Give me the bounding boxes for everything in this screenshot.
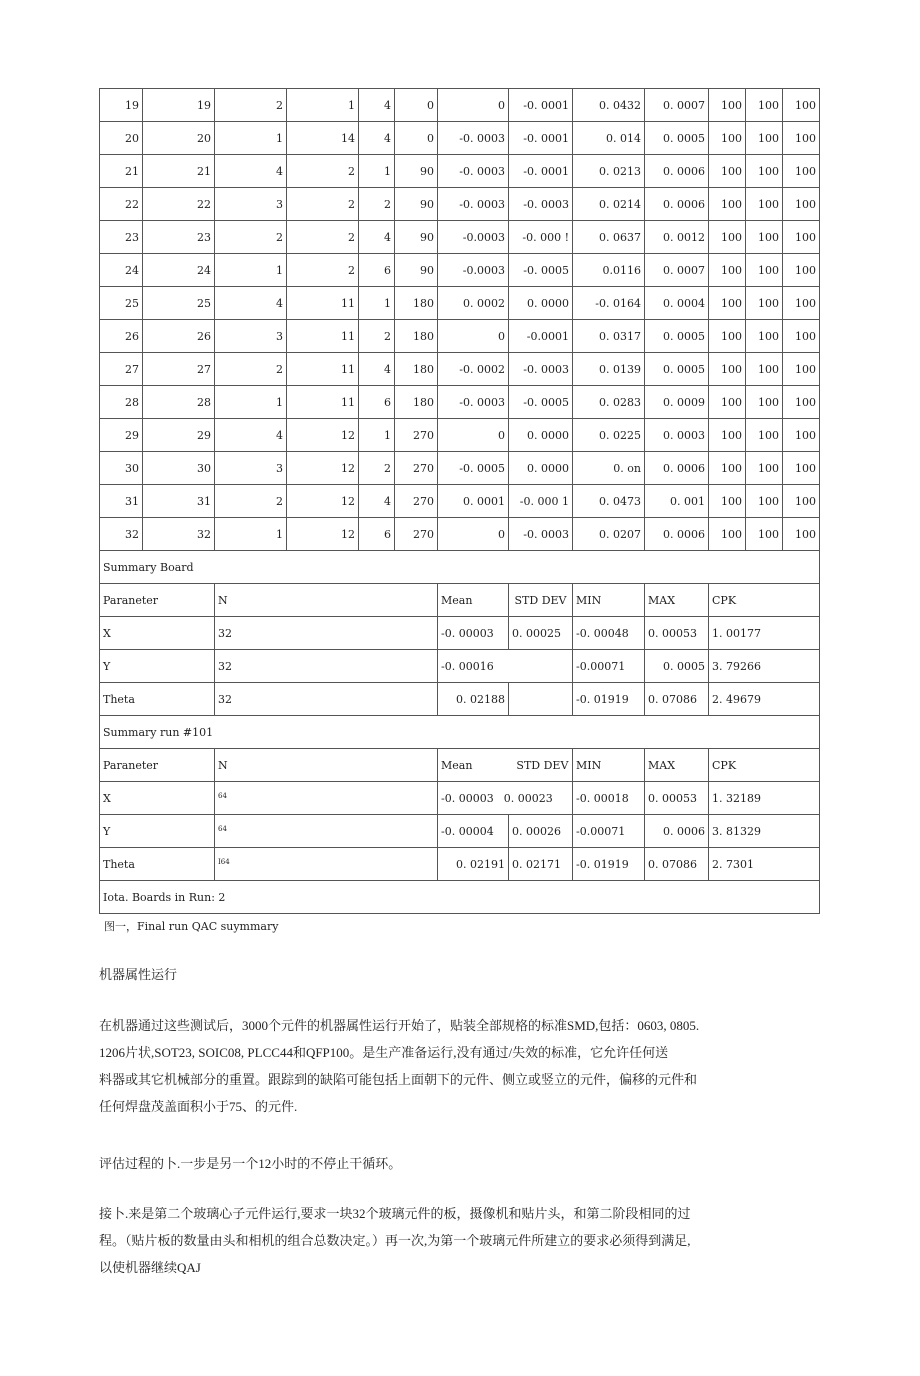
theta-cell: -0. 0164 <box>573 287 645 320</box>
head-cell: 1 <box>215 386 287 419</box>
mean-cell: -0. 00004 <box>438 815 509 848</box>
angle-cell: 90 <box>395 188 438 221</box>
x-offset-cell: 0 <box>438 419 509 452</box>
summary-run-title: Summary run #101 <box>100 716 820 749</box>
table-row <box>100 89 820 122</box>
cpk-cell: 3. 79266 <box>709 650 820 683</box>
theta-cell: 0. on <box>573 452 645 485</box>
summary-run-header-row <box>100 749 820 782</box>
head-cell: 4 <box>215 287 287 320</box>
header-mean: Mean <box>438 584 509 617</box>
std-cell: 0. 00026 <box>509 815 573 848</box>
position-cell: 25 <box>143 287 215 320</box>
min-cell: -0. 00048 <box>573 617 645 650</box>
std-cell <box>509 683 573 716</box>
nozzle-cell: 4 <box>359 122 395 155</box>
table-row <box>100 254 820 287</box>
min-cell: -0.00071 <box>573 650 645 683</box>
angle-cell: 0 <box>395 89 438 122</box>
max-cell: 0. 07086 <box>645 683 709 716</box>
x-offset-cell: -0. 0003 <box>438 188 509 221</box>
position-cell: 30 <box>143 452 215 485</box>
position-cell: 23 <box>143 221 215 254</box>
figure-caption: 图一，Final run QAC suymmary <box>104 920 279 933</box>
paragraph-1 <box>99 1012 819 1120</box>
result-a-cell: 100 <box>709 320 746 353</box>
paragraph-line: 在机器通过这些测试后，3000个元件的机器属性运行开始了，贴装全部规格的标准SMD,包括：0603, 0805. <box>99 1018 700 1033</box>
y-offset-cell: -0. 0003 <box>509 353 573 386</box>
min-cell: -0. 00018 <box>573 782 645 815</box>
summary-board-header-row <box>100 584 820 617</box>
head-cell: 2 <box>215 353 287 386</box>
row-no-cell: 25 <box>100 287 143 320</box>
n-cell <box>215 782 438 815</box>
position-cell: 24 <box>143 254 215 287</box>
n-value: I64 <box>218 857 230 866</box>
result-c-cell: 100 <box>783 221 820 254</box>
x-offset-cell: -0. 0005 <box>438 452 509 485</box>
error-cell: 0. 0006 <box>645 188 709 221</box>
summary-run-row-y <box>100 815 820 848</box>
nozzle-cell: 2 <box>359 452 395 485</box>
row-no-cell: 26 <box>100 320 143 353</box>
boards-in-run-row <box>100 881 820 914</box>
summary-board-section <box>100 551 820 716</box>
head-cell: 2 <box>215 221 287 254</box>
result-b-cell: 100 <box>746 221 783 254</box>
error-cell: 0. 0012 <box>645 221 709 254</box>
param-cell: Y <box>100 650 215 683</box>
y-offset-cell: -0.0001 <box>509 320 573 353</box>
position-cell: 19 <box>143 89 215 122</box>
x-offset-cell: 0. 0001 <box>438 485 509 518</box>
param-cell: X <box>100 617 215 650</box>
theta-cell: 0. 014 <box>573 122 645 155</box>
head-cell: 1 <box>215 518 287 551</box>
param-cell: X <box>100 782 215 815</box>
y-offset-cell: -0. 0001 <box>509 155 573 188</box>
nozzle-cell: 4 <box>359 89 395 122</box>
result-b-cell: 100 <box>746 353 783 386</box>
row-no-cell: 28 <box>100 386 143 419</box>
theta-cell: 0. 0214 <box>573 188 645 221</box>
result-c-cell: 100 <box>783 353 820 386</box>
head-cell: 3 <box>215 320 287 353</box>
error-cell: 0. 0006 <box>645 155 709 188</box>
paragraph-line: 任何焊盘茂盖面积小于75、的元件. <box>99 1099 298 1114</box>
position-cell: 22 <box>143 188 215 221</box>
angle-cell: 180 <box>395 320 438 353</box>
head-cell: 4 <box>215 155 287 188</box>
summary-run-row-x <box>100 782 820 815</box>
mean-value: -0. 00003 <box>441 791 494 805</box>
header-min: MIN <box>573 584 645 617</box>
angle-cell: 270 <box>395 518 438 551</box>
result-c-cell: 100 <box>783 518 820 551</box>
y-offset-cell: -0. 000 ! <box>509 221 573 254</box>
camera-cell: 2 <box>287 221 359 254</box>
table-row <box>100 485 820 518</box>
camera-cell: 12 <box>287 452 359 485</box>
error-cell: 0. 0007 <box>645 254 709 287</box>
param-cell: Y <box>100 815 215 848</box>
summary-board-row-y <box>100 650 820 683</box>
position-cell: 28 <box>143 386 215 419</box>
header-std-dev: STD DEV <box>509 584 573 617</box>
mean-cell: -0. 00016 <box>438 650 573 683</box>
camera-cell: 12 <box>287 485 359 518</box>
row-no-cell: 32 <box>100 518 143 551</box>
x-offset-cell: -0.0003 <box>438 221 509 254</box>
y-offset-cell: 0. 0000 <box>509 287 573 320</box>
camera-cell: 2 <box>287 188 359 221</box>
y-offset-cell: -0. 000 1 <box>509 485 573 518</box>
min-cell: -0.00071 <box>573 815 645 848</box>
y-offset-cell: -0. 0003 <box>509 518 573 551</box>
result-a-cell: 100 <box>709 155 746 188</box>
result-b-cell: 100 <box>746 320 783 353</box>
theta-cell: 0. 0283 <box>573 386 645 419</box>
table-row <box>100 320 820 353</box>
result-a-cell: 100 <box>709 254 746 287</box>
head-cell: 3 <box>215 188 287 221</box>
error-cell: 0. 0005 <box>645 320 709 353</box>
table-row <box>100 122 820 155</box>
table-row <box>100 386 820 419</box>
theta-cell: 0.0116 <box>573 254 645 287</box>
header-min: MIN <box>573 749 645 782</box>
result-b-cell: 100 <box>746 287 783 320</box>
std-value: 0. 00023 <box>503 791 553 805</box>
y-offset-cell: -0. 0001 <box>509 122 573 155</box>
result-c-cell: 100 <box>783 89 820 122</box>
nozzle-cell: 1 <box>359 419 395 452</box>
head-cell: 1 <box>215 254 287 287</box>
x-offset-cell: -0. 0002 <box>438 353 509 386</box>
result-a-cell: 100 <box>709 386 746 419</box>
table-row <box>100 155 820 188</box>
row-no-cell: 29 <box>100 419 143 452</box>
nozzle-cell: 1 <box>359 155 395 188</box>
x-offset-cell: -0. 0003 <box>438 155 509 188</box>
param-cell: Theta <box>100 683 215 716</box>
result-a-cell: 100 <box>709 122 746 155</box>
std-cell: 0. 02171 <box>509 848 573 881</box>
position-cell: 29 <box>143 419 215 452</box>
head-cell: 2 <box>215 485 287 518</box>
angle-cell: 90 <box>395 221 438 254</box>
theta-cell: 0. 0225 <box>573 419 645 452</box>
result-c-cell: 100 <box>783 386 820 419</box>
row-no-cell: 21 <box>100 155 143 188</box>
theta-cell: 0. 0432 <box>573 89 645 122</box>
summary-board-title: Summary Board <box>100 551 820 584</box>
result-b-cell: 100 <box>746 254 783 287</box>
table-row <box>100 188 820 221</box>
x-offset-cell: -0. 0003 <box>438 122 509 155</box>
result-a-cell: 100 <box>709 188 746 221</box>
row-no-cell: 31 <box>100 485 143 518</box>
camera-cell: 11 <box>287 353 359 386</box>
x-offset-cell: 0 <box>438 89 509 122</box>
std-cell: 0. 00025 <box>509 617 573 650</box>
camera-cell: 14 <box>287 122 359 155</box>
angle-cell: 180 <box>395 287 438 320</box>
x-offset-cell: 0 <box>438 320 509 353</box>
angle-cell: 0 <box>395 122 438 155</box>
result-c-cell: 100 <box>783 452 820 485</box>
result-c-cell: 100 <box>783 155 820 188</box>
header-parameter: Paraneter <box>100 749 215 782</box>
mean-cell: -0. 00003 <box>438 617 509 650</box>
mean-std-cell <box>438 782 573 815</box>
camera-cell: 11 <box>287 386 359 419</box>
angle-cell: 180 <box>395 353 438 386</box>
mean-cell: 0. 02191 <box>438 848 509 881</box>
nozzle-cell: 6 <box>359 386 395 419</box>
header-cpk: CPK <box>709 584 820 617</box>
cpk-cell: 2. 49679 <box>709 683 820 716</box>
position-cell: 32 <box>143 518 215 551</box>
header-n: N <box>215 584 438 617</box>
result-a-cell: 100 <box>709 287 746 320</box>
table-row <box>100 353 820 386</box>
result-c-cell: 100 <box>783 122 820 155</box>
nozzle-cell: 6 <box>359 254 395 287</box>
head-cell: 3 <box>215 452 287 485</box>
head-cell: 2 <box>215 89 287 122</box>
camera-cell: 2 <box>287 155 359 188</box>
cpk-cell: 2. 7301 <box>709 848 820 881</box>
boards-in-run: Iota. Boards in Run: 2 <box>100 881 820 914</box>
max-cell: 0. 00053 <box>645 782 709 815</box>
result-c-cell: 100 <box>783 419 820 452</box>
result-b-cell: 100 <box>746 122 783 155</box>
result-b-cell: 100 <box>746 419 783 452</box>
paragraph-2: 评估过程的卜.一步是另一个12小时的不停止干循环。 <box>99 1156 402 1171</box>
row-no-cell: 20 <box>100 122 143 155</box>
result-b-cell: 100 <box>746 188 783 221</box>
paragraph-line: 1206片状,SOT23, SOIC08, PLCC44和QFP100。是生产准备运行,没有通过/失效的标准，它允许任何送 <box>99 1045 669 1060</box>
table-row <box>100 419 820 452</box>
table-row <box>100 221 820 254</box>
cpk-cell: 3. 81329 <box>709 815 820 848</box>
n-cell: 32 <box>215 650 438 683</box>
result-c-cell: 100 <box>783 188 820 221</box>
error-cell: 0. 001 <box>645 485 709 518</box>
result-a-cell: 100 <box>709 452 746 485</box>
angle-cell: 270 <box>395 452 438 485</box>
angle-cell: 270 <box>395 419 438 452</box>
nozzle-cell: 4 <box>359 353 395 386</box>
n-value: 64 <box>218 824 227 833</box>
min-cell: -0. 01919 <box>573 683 645 716</box>
max-cell: 0. 00053 <box>645 617 709 650</box>
y-offset-cell: 0. 0000 <box>509 452 573 485</box>
camera-cell: 12 <box>287 419 359 452</box>
max-cell: 0. 0006 <box>645 815 709 848</box>
error-cell: 0. 0004 <box>645 287 709 320</box>
theta-cell: 0. 0317 <box>573 320 645 353</box>
x-offset-cell: 0 <box>438 518 509 551</box>
table-row <box>100 518 820 551</box>
row-no-cell: 19 <box>100 89 143 122</box>
result-b-cell: 100 <box>746 386 783 419</box>
result-b-cell: 100 <box>746 452 783 485</box>
result-b-cell: 100 <box>746 155 783 188</box>
error-cell: 0. 0009 <box>645 386 709 419</box>
y-offset-cell: -0. 0003 <box>509 188 573 221</box>
row-no-cell: 23 <box>100 221 143 254</box>
run-rows <box>100 89 820 551</box>
result-a-cell: 100 <box>709 419 746 452</box>
y-offset-cell: 0. 0000 <box>509 419 573 452</box>
nozzle-cell: 4 <box>359 221 395 254</box>
position-cell: 20 <box>143 122 215 155</box>
result-c-cell: 100 <box>783 485 820 518</box>
header-mean-std <box>438 749 573 782</box>
position-cell: 26 <box>143 320 215 353</box>
n-cell <box>215 815 438 848</box>
angle-cell: 90 <box>395 155 438 188</box>
result-b-cell: 100 <box>746 89 783 122</box>
min-cell: -0. 01919 <box>573 848 645 881</box>
result-a-cell: 100 <box>709 221 746 254</box>
paragraph-line: 以使机器继续QAJ <box>99 1260 201 1275</box>
table-row <box>100 287 820 320</box>
n-cell <box>215 848 438 881</box>
result-b-cell: 100 <box>746 518 783 551</box>
result-a-cell: 100 <box>709 353 746 386</box>
summary-run-section <box>100 716 820 914</box>
n-value: 64 <box>218 791 227 800</box>
theta-cell: 0. 0637 <box>573 221 645 254</box>
nozzle-cell: 2 <box>359 188 395 221</box>
row-no-cell: 30 <box>100 452 143 485</box>
camera-cell: 12 <box>287 518 359 551</box>
result-c-cell: 100 <box>783 287 820 320</box>
position-cell: 27 <box>143 353 215 386</box>
header-n: N <box>215 749 438 782</box>
nozzle-cell: 1 <box>359 287 395 320</box>
head-cell: 4 <box>215 419 287 452</box>
position-cell: 21 <box>143 155 215 188</box>
error-cell: 0. 0006 <box>645 518 709 551</box>
angle-cell: 270 <box>395 485 438 518</box>
y-offset-cell: -0. 0005 <box>509 386 573 419</box>
summary-board-row-x <box>100 617 820 650</box>
header-max: MAX <box>645 749 709 782</box>
x-offset-cell: 0. 0002 <box>438 287 509 320</box>
paragraph-line: 程。（贴片板的数量由头和相机的组合总数决定。）再一次,为第一个玻璃元件所建立的要求必须得到满足, <box>99 1233 691 1248</box>
theta-cell: 0. 0213 <box>573 155 645 188</box>
error-cell: 0. 0006 <box>645 452 709 485</box>
head-cell: 1 <box>215 122 287 155</box>
mean-cell: 0. 02188 <box>438 683 509 716</box>
theta-cell: 0. 0473 <box>573 485 645 518</box>
summary-board-row-theta <box>100 683 820 716</box>
section-title: 机器属性运行 <box>99 967 178 982</box>
nozzle-cell: 2 <box>359 320 395 353</box>
row-no-cell: 22 <box>100 188 143 221</box>
nozzle-cell: 6 <box>359 518 395 551</box>
row-no-cell: 24 <box>100 254 143 287</box>
header-cpk: CPK <box>709 749 820 782</box>
error-cell: 0. 0005 <box>645 122 709 155</box>
cpk-cell: 1. 32189 <box>709 782 820 815</box>
result-a-cell: 100 <box>709 518 746 551</box>
result-b-cell: 100 <box>746 485 783 518</box>
camera-cell: 11 <box>287 287 359 320</box>
result-c-cell: 100 <box>783 320 820 353</box>
theta-cell: 0. 0139 <box>573 353 645 386</box>
error-cell: 0. 0007 <box>645 89 709 122</box>
camera-cell: 2 <box>287 254 359 287</box>
camera-cell: 1 <box>287 89 359 122</box>
row-no-cell: 27 <box>100 353 143 386</box>
nozzle-cell: 4 <box>359 485 395 518</box>
camera-cell: 11 <box>287 320 359 353</box>
x-offset-cell: -0.0003 <box>438 254 509 287</box>
header-parameter: Paraneter <box>100 584 215 617</box>
paragraph-line: 料器或其它机械部分的重置。跟踪到的缺陷可能包括上面朝下的元件、侧立或竖立的元件，偏移的元件和 <box>99 1072 698 1087</box>
angle-cell: 180 <box>395 386 438 419</box>
max-cell: 0. 0005 <box>645 650 709 683</box>
y-offset-cell: -0. 0005 <box>509 254 573 287</box>
x-offset-cell: -0. 0003 <box>438 386 509 419</box>
n-cell: 32 <box>215 683 438 716</box>
error-cell: 0. 0005 <box>645 353 709 386</box>
angle-cell: 90 <box>395 254 438 287</box>
paragraph-line: 接卜.来是第二个玻璃心子元件运行,要求一块32个玻璃元件的板，摄像机和贴片头，和第二阶段相同的过 <box>99 1206 691 1221</box>
n-cell: 32 <box>215 617 438 650</box>
summary-run-row-theta <box>100 848 820 881</box>
error-cell: 0. 0003 <box>645 419 709 452</box>
position-cell: 31 <box>143 485 215 518</box>
result-c-cell: 100 <box>783 254 820 287</box>
paragraph-3 <box>99 1200 819 1281</box>
result-a-cell: 100 <box>709 485 746 518</box>
param-cell: Theta <box>100 848 215 881</box>
max-cell: 0. 07086 <box>645 848 709 881</box>
result-a-cell: 100 <box>709 89 746 122</box>
theta-cell: 0. 0207 <box>573 518 645 551</box>
cpk-cell: 1. 00177 <box>709 617 820 650</box>
header-std-dev: STD DEV <box>516 758 569 772</box>
qac-summary-table <box>99 88 820 914</box>
table-row <box>100 452 820 485</box>
y-offset-cell: -0. 0001 <box>509 89 573 122</box>
header-mean: Mean <box>441 758 473 772</box>
header-max: MAX <box>645 584 709 617</box>
